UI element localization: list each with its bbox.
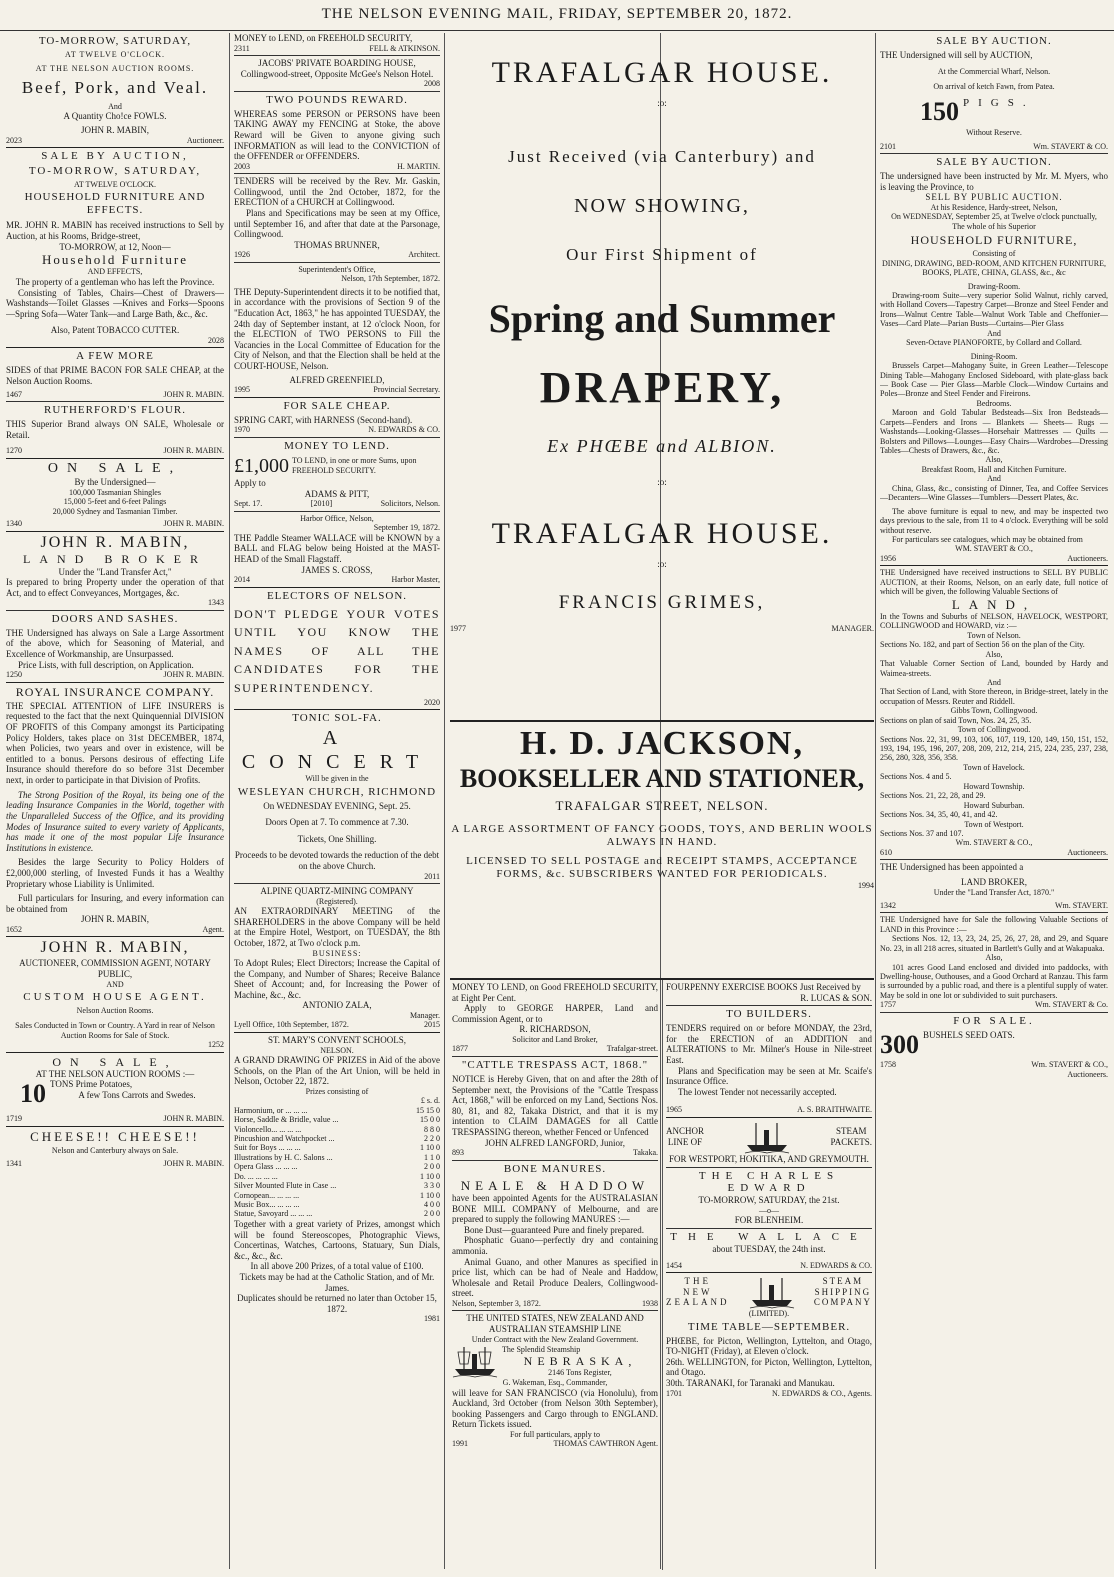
ad-charles-edward: THE CHARLES EDWARD TO-MORROW, SATURDAY, the 21st. —o— FOR BLENHEIM. (698, 1169, 840, 1226)
ad-flour: RUTHERFORD'S FLOUR. THIS Superior Brand always ON SALE, Wholesale or Retail. 1270 JOHN R. MABIN. (6, 404, 224, 456)
ad-convent-schools: ST. MARY'S CONVENT SCHOOLS, NELSON. A GRAND DRAWING OF PRIZES in Aid of the above Schools, on the Plan of the Art Union, will be held in Nelson, October 22, 1872. Prizes consisting of £ s. d. Harmonium, or ... ... ... 15 15 0 Horse, Saddle & Bridle, value ... 15 0 0 Violoncello... ... ... ... 8 8 0 Pincushion and Watchpocket ... 2 2 0 Suit for Boys ... ... ... 1 10 0 Illustrations by H. C. Salons ... 1 1 0 Opera Glass ... ... ... 2 0 0 Do. ... ... ... ... 1 10 0 Silver Mounted Flute in Case ... 3 3 0 Cornopean... ... ... ... 1 10 0 Music Box... ... ... ... 4 0 0 Statue, Savoyard ... ... ... 2 0 0 Together with a great variety of Prizes, amongst which will be found Stereoscopes, Photographic Views, Concertinas, Watches, Cartoons, Statuary, Sun Dials, &c., &c., &c. In all above 200 Prizes, of a total value of £100. Tickets may be had at the Catholic Station, and of Mr. James. Duplicates should be returned no later than October 15, 1872. 1981 (234, 1034, 440, 1324)
ad-spring-cart: FOR SALE CHEAP. SPRING CART, with HARNESS (Second-hand). 1970 N. EDWARDS & CO. (234, 399, 440, 435)
prize-row (234, 1143, 440, 1152)
prize-value: 1 10 0 (420, 1143, 440, 1153)
ad-myers-furniture: SALE BY AUCTION. The undersigned have been instructed by Mr. M. Myers, who is leaving the Province, to SELL BY PUBLIC AUCTION. At his Residence, Hardy-street, Nelson, On WEDNESDAY, September 25, at Twelve o'clock punctually, The whole of his Superior HOUSEHOLD FURNITURE, Consisting of DINING, DRAWING, BED-ROOM, AND KITCHEN FURNITURE, BOOKS, PLATE, CHINA, GLASS, &c., &c Drawing-Room. Drawing-room Suite—very superior Solid Walnut, richly carved, with Holland Covers—Tapestry Carpet—Bronze and Steel Fender and Irons—Walnut Centre Table—Walnut Work Table and Cheffonier—Vases—Card Plate—Parian Busts—Curtains—Pier Glass And Seven-Octave PIANOFORTE, by Collard and Collard. Dining-Room. Brussels Carpet—Mahogany Suite, in Green Leather—Telescope Dining Table—Mahogany Enclosed Sideboard, with plate-glass back — Book Case — Pier Glass—Marble Clock—Window Curtains and Poles—Bronze and Steel Fender and Fireirons. Bedrooms. Maroon and Gold Tabular Bedsteads—Six Iron Bedsteads—Carpets—Fenders and Irons — Blankets — Sheets— Rugs — Washstands—Looking-Glasses—Horsehair Mattresses — Quilts — Bolsters and Pillows—Lounges—Easy Chairs—Wardrobes—Dressing Tables—Chests of Drawers, &c., &c. Also, Breakfast Room, Hall and Kitchen Furniture. And China, Glass, &c., consisting of Dinner, Tea, and Coffee Services—Decanters—Wine Glasses—Tumblers—Dessert Plates, &c. The above furniture is equal to new, and may be inspected two days previous to the sale, from 11 to 4 o'clock. Everything will be sold without reserve. For particulars see catalogues, which may be obtained from WM. STAVERT & CO., 1956 Auctioneers. (880, 156, 1108, 563)
ad-anchor-line: ANCHOR LINE OF STEAM PACKETS. FOR WESTPORT, HOKITIKA, AND GREYMOUTH. (666, 1120, 872, 1165)
column-rule (229, 33, 230, 1569)
prize-row (234, 1191, 440, 1200)
ad-land-sections: THE Undersigned have received instructions to SELL BY PUBLIC AUCTION, at their Rooms, Nelson, on an early date, full notice of which will be given, the following Valuable Sections of LAND, In the Towns and Suburbs of NELSON, HAVELOCK, WESTPORT, COLLINGWOOD and HOWARD, viz :— Town of Nelson. Sections No. 182, and part of Section 56 on the plan of the City. Also, That Valuable Corner Section of Land, bounded by Hardy and Waimea-streets. And That Section of Land, with Store thereon, in Bridge-street, lately in the occupation of Messrs. Reuter and Riddell. Gibbs Town, Collingwood. Sections on plan of said Town, Nos. 24, 25, 35. Town of Collingwood. Sections Nos. 22, 31, 99, 103, 106, 107, 119, 120, 149, 150, 151, 152, 193, 194, 195, 196, 207, 208, 209, 212, 214, 215, 224, 235, 237, 238, 256, 280, 328, 356, 358. Town of Havelock. Sections Nos. 4 and 5. Howard Township. Sections Nos. 21, 22, 28, and 29. Howard Suburban. Sections Nos. 34, 35, 40, 41, and 42. Town of Westport. Sections Nos. 37 and 107. Wm. STAVERT & CO., 610 Auctioneers. (880, 568, 1108, 857)
ad-land-for-sale: THE Undersigned have for Sale the following Valuable Sections of LAND in this Province :— Sections Nos. 12, 13, 23, 24, 25, 26, 27, 28, and 29, and Square No. 23, in all 218 acres, situated in Bartlett's Gully and at Wakapuaka. Also, 101 acres Good Land enclosed and divided into paddocks, with Dwelling-house, Outhouses, and a Good Orchard at Ranzau. This farm is surrounded by a public road, and there is a plentiful supply of water. May be sold in one lot or subdivided to suit purchasers. 1757 Wm. STAVERT & Co. (880, 915, 1108, 1010)
ad-cheese: CHEESE!! CHEESE!! Nelson and Canterbury always on Sale. 1341 JOHN R. MABIN. (6, 1128, 224, 1169)
prize-row (234, 1172, 440, 1181)
ad-money-1000: MONEY TO LEND. £1,000 TO LEND, in one or more Sums, upon FREEHOLD SECURITY. Apply to ADAMS & PITT, Sept. 17. [2010] Solicitors, Nelson. (234, 439, 440, 509)
ad-superintendent: Superintendent's Office, Nelson, 17th September, 1872. THE Deputy-Superintendent directs it to be notified that, in accordance with the provisions of Section 9 of the "Education Act, 1863," he has appointed TUESDAY, the 24th day of September instant, at 12 o'clock Noon, for the ELECTION of TWO PERSONS to Fill the Vacancies in the Local Committee of Education for the City of Nelson, and that the Election shall be held at the COURT-HOUSE, Nelson. ALFRED GREENFIELD, 1995 Provincial Secretary. (234, 264, 440, 395)
column-2 (234, 33, 440, 1573)
prize-value: 1 1 0 (424, 1152, 440, 1162)
ad-boarding-house: JACOBS' PRIVATE BOARDING HOUSE, Collingwood-street, Opposite McGee's Nelson Hotel. 2008 (240, 58, 440, 89)
trafalgar-house-ad: TRAFALGAR HOUSE. :o: Just Received (via Canterbury) and NOW SHOWING, Our First Shipment of Spring and Summer DRAPERY, Ex PHŒBE and ALBION. :o: TRAFALGAR HOUSE. :o: FRANCIS GRIMES, 1977 MANAGER. (450, 56, 874, 634)
prize-value: 4 0 0 (424, 1200, 440, 1210)
ad-doors-sashes: DOORS AND SASHES. THE Undersigned has always on Sale a Large Assortment of the above, which for Seasoning of Material, and Excellence of Workmanship, are Unsurpassed. Price Lists, with full description, on Application. 1250 JOHN R. MABIN. (6, 612, 224, 680)
ad-electors: ELECTORS OF NELSON. DON'T PLEDGE YOUR VOTES UNTIL YOU KNOW THE NAMES OF ALL THE CANDIDATES FOR THE SUPERINTENDENCY. 2020 (234, 589, 440, 707)
column-4 (880, 33, 1108, 1573)
prize-row (234, 1209, 440, 1218)
ad-auctioneer: JOHN R. MABIN, AUCTIONEER, COMMISSION AGENT, NOTARY PUBLIC, AND CUSTOM HOUSE AGENT. Nelson Auction Rooms. Sales Conducted in Town or Country. A Yard in rear of Nelson Auction Rooms for Sale of Stock. 1252 (15, 939, 224, 1050)
prize-value: 15 15 0 (416, 1105, 440, 1115)
ad-royal-insurance: ROYAL INSURANCE COMPANY. THE SPECIAL ATTENTION of LIFE INSURERS is requested to the fact that the next Quinquennial DIVISION OF PROFITS of this Company amongst its Participating Policy Holders, takes place on 31st DECEMBER, 1874, when Policies, two years and over in existence, will be entitled to a bonus. Persons desirous of effecting Life Insurance should therefore do so before 31st December next, in order to participate in that Division of Profits. The Strong Position of the Royal, its being one of the leading Insurance Companies in the World, together with the Unparalleled Success of the Office, and its providing Modes of Insurance suited to every variety of Applicants, has made it one of the most popular Life Insurance Institutions in existence. Besides the large Security to Policy Holders of £2,000,000 sterling, of Invested Funds it has a Wealthy Proprietary whose Liability is Unlimited. Full particulars for Insuring, and every information can be obtained from JOHN R. MABIN, 1652 Agent. (6, 684, 224, 934)
prize-name: Violoncello... ... ... ... (234, 1124, 302, 1134)
ad-concert: TONIC SOL-FA. A CONCERT Will be given in the WESLEYAN CHURCH, RICHMOND On WEDNESDAY EVENING, Sept. 25. Doors Open at 7. To commence at 7.30. Tickets, One Shilling. Proceeds to be devoted towards the reduction of the debt on the above Church. 2011 (234, 712, 440, 881)
ad-seed-oats: FOR SALE. 300 BUSHELS SEED OATS. 1758 Wm. STAVERT & CO., Auctioneers. (880, 1014, 1108, 1079)
prize-table (234, 1106, 440, 1219)
steamship-icon (744, 1120, 790, 1154)
ad-alpine-quartz: ALPINE QUARTZ-MINING COMPANY (Registered). AN EXTRAORDINARY MEETING of the SHAREHOLDERS in the above Company will be held at the Empire Hotel, Westport, on TUESDAY, the 8th October, 1872, at Two o'clock p.m. BUSINESS: To Adopt Rules; Elect Directors; Increase the Capital of the Company, and Number of Shares; Receive Balance Sheet of Account; and, for Increasing the Power of Machine, &c., &c. ANTONIO ZALA, Manager. Lyell Office, 10th September, 1872. 2015 (234, 886, 440, 1030)
prize-value: 2 2 0 (424, 1133, 440, 1143)
prize-value: 2 0 0 (424, 1162, 440, 1172)
prize-value: 15 0 0 (420, 1115, 440, 1125)
prize-name: Illustrations by H. C. Salons ... (234, 1152, 333, 1162)
prize-row (234, 1115, 440, 1124)
ad-wallace: THE WALLACE about TUESDAY, the 24th inst. 1454 N. EDWARDS & CO. (666, 1231, 872, 1270)
prize-name: Harmonium, or ... ... ... (234, 1105, 308, 1115)
steamship-icon (452, 1344, 498, 1378)
ad-household-furniture: SALE BY AUCTION, TO-MORROW, SATURDAY, AT TWELVE O'CLOCK. HOUSEHOLD FURNITURE AND EFFECTS. MR. JOHN R. MABIN has received instructions to Sell by Auction, at his Rooms, Bridge-street, TO-MORROW, at 12, Noon— Household Furniture AND EFFECTS, The property of a gentleman who has left the Province. Consisting of Tables, Chairs—Chest of Drawers—Washstands—Toilet Glasses —Knives and Forks—Spoons—Spring Sofa—Water Tank—and Large Bath, &c., &c. Also, Patent TOBACCO CUTTER. 2028 (6, 149, 224, 345)
prize-value: 2 0 0 (424, 1209, 440, 1219)
ad-potatoes: ON SALE, AT THE NELSON AUCTION ROOMS :— 10 TONS Prime Potatoes, A few Tons Carrots and Swedes. 1719 JOHN R. MABIN. (6, 1054, 224, 1124)
column-rule (444, 33, 445, 1569)
prize-name: Silver Mounted Flute in Case ... (234, 1181, 337, 1191)
prize-name: Music Box... ... ... ... (234, 1200, 300, 1210)
prize-name: Statue, Savoyard ... ... ... (234, 1209, 313, 1219)
ad-money-eight-per-cent: MONEY TO LEND, on Good FREEHOLD SECURITY, at Eight Per Cent. Apply to GEORGE HARPER, Land and Commission Agent, or to R. RICHARDSON, Solicitor and Land Broker, 1877 Trafalgar-street. (452, 982, 658, 1054)
prize-value: 8 8 0 (424, 1124, 440, 1134)
prize-name: Cornopean... ... ... ... (234, 1190, 300, 1200)
column-3b (666, 982, 872, 1572)
ad-land-broker: JOHN R. MABIN, LAND BROKER Under the "Land Transfer Act," Is prepared to bring Property under the operation of that Act, and to effect Conveyances, Mortgages, &c. 1343 (6, 533, 224, 608)
prize-row (234, 1162, 440, 1171)
ad-cattle-trespass: "CATTLE TRESPASS ACT, 1868." NOTICE is Hereby Given, that on and after the 28th of September next, the Provisions of the "Cattle Trespass Act, 1868," will be enforced on my Land, Sections Nos. 80, 81, and 82, Takaka District, and that it is my intention to CLAIM DAMAGES for all Cattle TRESPASSING thereon, whether Fenced or Unfenced JOHN ALFRED LANGFORD, Junior, 893 Takaka. (452, 1058, 658, 1158)
ad-harbor-office: Harbor Office, Nelson, September 19, 1872. THE Paddle Steamer WALLACE will be KNOWN by a BALL and FLAG below being Hoisted at the MAST-HEAD of the Small Flagstaff. JAMES S. CROSS, 2014 Harbor Master, (234, 513, 440, 585)
ad-on-sale-timber: ON SALE, By the Undersigned— 100,000 Tasmanian Shingles 15,000 5-feet and 6-feet Palings 20,000 Sydney and Tasmanian Timber. 1340 JOHN R. MABIN. (6, 460, 224, 529)
ad-land-broker-stavert: THE Undersigned has been appointed a LAND BROKER, Under the "Land Transfer Act, 1870." 1342 Wm. STAVERT. (880, 862, 1108, 910)
ad-steamship-nebraska: THE UNITED STATES, NEW ZEALAND AND AUSTRALIAN STEAMSHIP LINE Under Contract with the New Zealand Government. The Splendid Steamship NEBRASKA, 2146 Tons Register, G. Wakeman, Esq., Commander, will leave for SAN FRANCISCO (via Honolulu), from Auckland, 3rd October (from Nelson 30th September), booking Passengers and Cargo through to ENGLAND. Return Tickets issued. For full particulars, apply to 1991 THOMAS CAWTHRON Agent. (452, 1313, 658, 1449)
ad-reward: TWO POUNDS REWARD. WHEREAS some PERSON or PERSONS have been TAKING AWAY my FENCING at Stoke, the above Reward will be Given to anyone giving such INFORMATION as will lead to the CONVICTION of the OFFENDER or OFFENDERS. 2003 H. MARTIN. (234, 93, 440, 171)
column-rule (875, 33, 876, 1569)
prize-value: 1 10 0 (420, 1171, 440, 1181)
ad-bone-manures: BONE MANURES. NEALE & HADDOW have been appointed Agents for the AUSTRALASIAN BONE MILL COMPANY of Melbourne, and are prepared to supply the following MANURES :— Bone Dust—guaranteed Pure and finely prepared. Phosphatic Guano—perfectly dry and containing ammonia. Animal Guano, and other Manures as specified in price list, which can be had of Neale and Haddow, Wholesale and Retail Produce Dealers, Collingwood-street. Nelson, September 3, 1872. 1938 (452, 1162, 658, 1308)
ad-church-tenders: TENDERS will be received by the Rev. Mr. Gaskin, Collingwood, until the 2nd October, 1872, for the ERECTION of a CHURCH at Collingwood. Plans and Specifications may be seen at my Office, until September 16, and after that date at the Parsonage, Collingwood. THOMAS BRUNNER, 1926 Architect. (234, 176, 440, 260)
ad-to-builders: TO BUILDERS. TENDERS required on or before MONDAY, the 23rd, for the ERECTION of an ADDITION and ALTERATIONS to Mr. Milner's House in Nile-street East. Plans and Specification may be seen at Mr. Scaife's Insurance Office. The lowest Tender not necessarily accepted. 1965 A. S. BRAITHWAITE. (666, 1008, 872, 1115)
prize-name: Pincushion and Watchpocket ... (234, 1133, 335, 1143)
prize-name: Do. ... ... ... ... (234, 1171, 278, 1181)
prize-row (234, 1125, 440, 1134)
prize-value: 3 3 0 (424, 1181, 440, 1191)
column-3a (452, 982, 658, 1572)
prize-name: Opera Glass ... ... ... (234, 1162, 298, 1172)
ad-nz-steam-shipping: THE NEW ZEALAND STEAM SHIPPING COMPANY (LIMITED). TIME TABLE—SEPTEMBER. PHŒBE, for Picton, Wellington, Lyttelton, and Otago, TO-NIGHT (Friday), at Eleven o'clock. 26th. WELLINGTON, for Picton, Wellington, Lyttelton, and Otago. 30th. TARANAKI, for Taranaki and Manukau. 1701 N. EDWARDS & CO., Agents. (666, 1276, 872, 1398)
column-1 (6, 33, 224, 1573)
ad-money-to-lend: MONEY to LEND, on FREEHOLD SECURITY, 2311 FELL & ATKINSON. (234, 33, 440, 53)
prize-value: 1 10 0 (420, 1190, 440, 1200)
prize-row (234, 1106, 440, 1115)
prize-row (234, 1153, 440, 1162)
prize-row (234, 1181, 440, 1190)
masthead: THE NELSON EVENING MAIL, FRIDAY, SEPTEMBER 20, 1872. (0, 0, 1114, 31)
prize-name: Horse, Saddle & Bridle, value ... (234, 1115, 339, 1125)
steamship-icon (749, 1275, 795, 1309)
ad-exercise-books: FOURPENNY EXERCISE BOOKS Just Received by R. LUCAS & SON. (666, 982, 872, 1003)
prize-row (234, 1134, 440, 1143)
ad-bacon: A FEW MORE SIDES of that PRIME BACON FOR SALE CHEAP, at the Nelson Auction Rooms. 1467 JOHN R. MABIN. (6, 350, 224, 399)
prize-row (234, 1200, 440, 1209)
prize-name: Suit for Boys ... ... ... (234, 1143, 301, 1153)
ad-beef-pork-veal: TO-MORROW, SATURDAY, AT TWELVE O'CLOCK. AT THE NELSON AUCTION ROOMS. Beef, Pork, and Veal. And A Quantity Cho!ce FOWLS. JOHN R. MABIN, 2023 Auctioneer. (6, 35, 224, 145)
jackson-ad: H. D. JACKSON, BOOKSELLER AND STATIONER, TRAFALGAR STREET, NELSON. A LARGE ASSORTMENT OF FANCY GOODS, TOYS, AND BERLIN WOOLS ALWAYS IN HAND. LICENSED TO SELL POSTAGE and RECEIPT STAMPS, ACCEPTANCE FORMS, &c. SUBSCRIBERS WANTED FOR PERIODICALS. 1994 (451, 725, 874, 890)
ad-pigs: SALE BY AUCTION. THE Undersigned will sell by AUCTION, At the Commercial Wharf, Nelson. On arrival of ketch Fawn, from Patea. 150 PIGS. Without Reserve. 2101 Wm. STAVERT & CO. (880, 35, 1108, 151)
